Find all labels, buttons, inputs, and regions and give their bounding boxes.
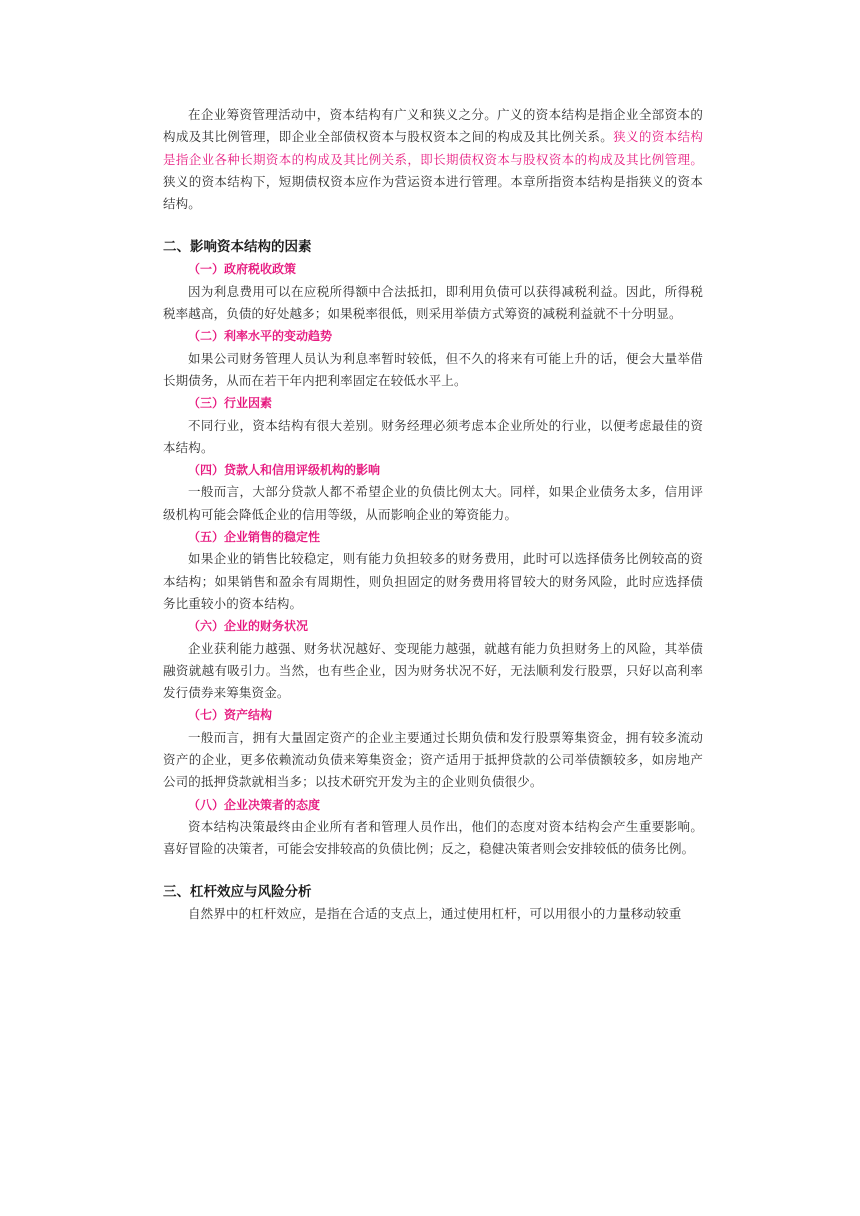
factor-heading-asset-structure: （七）资产结构	[188, 708, 273, 723]
section-heading-factors: 二、影响资本结构的因素	[163, 239, 312, 256]
factor-heading-interest-rate: （二）利率水平的变动趋势	[188, 329, 333, 344]
factor-heading-lenders-ratings: （四）贷款人和信用评级机构的影响	[188, 463, 381, 478]
section-heading-leverage: 三、杠杆效应与风险分析	[163, 883, 312, 900]
factor-paragraph-asset-structure: 一般而言，拥有大量固定资产的企业主要通过长期负债和发行股票筹集资金，拥有较多流动资产的企业，更多依赖流动负债来筹集资金；资产适用于抵押贷款的公司举债额较多，如房地产公司的抵押贷款就相当多；以技术研究开发为主的企业则负债很少。	[163, 729, 703, 790]
intro-highlight-text: 狭义的资本结构是指企业各种长期资本的构成及其比例关系，即长期债权资本与股权资本的构成及其比例管理。	[163, 129, 703, 167]
intro-paragraph	[163, 104, 703, 215]
factor-paragraph-industry: 不同行业，资本结构有很大差别。财务经理必须考虑本企业所处的行业，以便考虑最佳的资本结构。	[163, 417, 703, 455]
factor-paragraph-sales-stability: 如果企业的销售比较稳定，则有能力负担较多的财务费用，此时可以选择债务比例较高的资本结构；如果销售和盈余有周期性，则负担固定的财务费用将冒较大的财务风险，此时应选择债务比重较小的资本结构。	[163, 551, 703, 611]
factor-heading-decision-maker-attitude: （八）企业决策者的态度	[188, 797, 321, 812]
factor-heading-financial-condition: （六）企业的财务状况	[188, 619, 309, 634]
factor-paragraph-interest-rate: 如果公司财务管理人员认为利息率暂时较低，但不久的将来有可能上升的话，便会大量举借长期债务，从而在若干年内把利率固定在较低水平上。	[163, 350, 703, 388]
leverage-paragraph: 自然界中的杠杆效应，是指在合适的支点上，通过使用杠杆，可以用很小的力量移动较重	[188, 905, 682, 921]
spacer	[163, 861, 703, 881]
document-page	[163, 104, 703, 925]
factor-heading-industry: （三）行业因素	[188, 396, 273, 411]
spacer	[163, 215, 703, 236]
intro-text-2: 狭义的资本结构下，短期债权资本应作为营运资本进行管理。本章所指资本结构是指狭义的资本结构。	[163, 173, 703, 212]
factor-paragraph-financial-condition: 企业获利能力越强、财务状况越好、变现能力越强，就越有能力负担财务上的风险，其举债融资就越有吸引力。当然，也有些企业，因为财务状况不好，无法顺利发行股票，只好以高利率发行债券来筹集资金。	[163, 640, 703, 701]
intro-text-1: 在企业筹资管理活动中，资本结构有广义和狭义之分。广义的资本结构是指企业全部资本的构成及其比例管理，即企业全部债权资本与股权资本之间的构成及其比例关系。	[163, 107, 703, 145]
factor-paragraph-decision-maker-attitude: 资本结构决策最终由企业所有者和管理人员作出，他们的态度对资本结构会产生重要影响。喜好冒险的决策者，可能会安排较高的负债比例；反之，稳健决策者则会安排较低的债务比例。	[163, 818, 703, 857]
factor-paragraph-lenders-ratings: 一般而言，大部分贷款人都不希望企业的负债比例太大。同样，如果企业债务太多，信用评级机构可能会降低企业的信用等级，从而影响企业的筹资能力。	[163, 484, 703, 522]
factor-heading-sales-stability: （五）企业销售的稳定性	[188, 530, 321, 545]
factor-paragraph-tax-policy: 因为利息费用可以在应税所得额中合法抵扣，即利用负债可以获得减税利益。因此，所得税税率越高，负债的好处越多；如果税率很低，则采用举债方式筹资的减税利益就不十分明显。	[163, 283, 703, 322]
factor-heading-tax-policy: （一）政府税收政策	[188, 262, 297, 277]
